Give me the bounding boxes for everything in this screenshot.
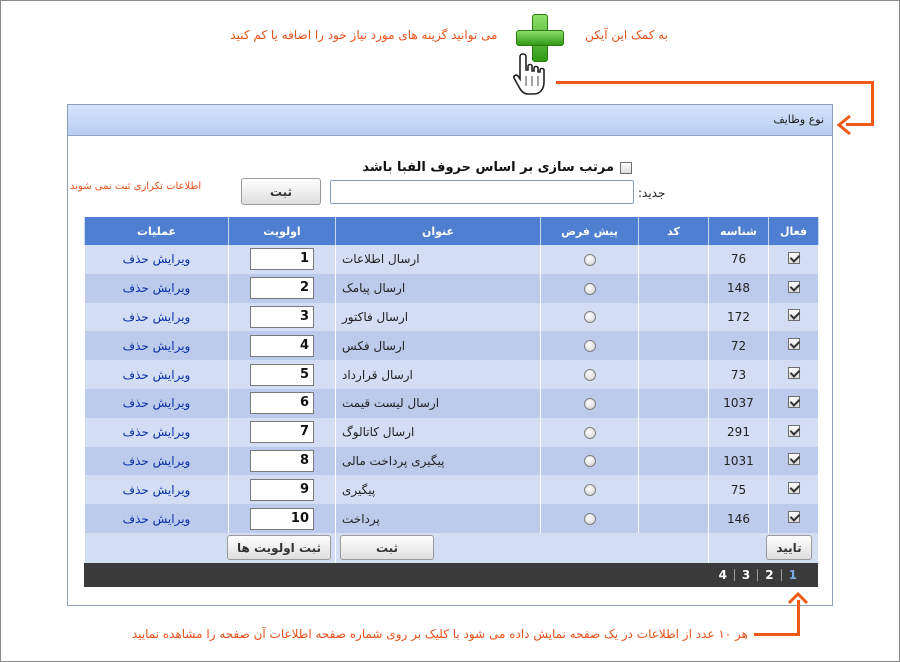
sort-alphabetical-checkbox[interactable] <box>620 162 632 174</box>
cell-title <box>336 331 541 360</box>
cell-title <box>336 475 541 504</box>
delete-link[interactable]: حذف <box>122 511 149 526</box>
add-new-button[interactable]: ثبت <box>241 178 321 205</box>
cell-title <box>336 389 541 418</box>
priority-input[interactable]: 9 <box>250 479 314 501</box>
duplicate-note: اطلاعات تکراری ثبت نمی شوند <box>70 181 202 192</box>
table-row <box>85 475 819 504</box>
delete-link[interactable]: حذف <box>122 482 149 497</box>
default-radio[interactable] <box>584 398 596 410</box>
title-text: ارسال فکس <box>342 338 406 353</box>
delete-link[interactable]: حذف <box>122 281 149 296</box>
delete-link[interactable]: حذف <box>122 309 149 324</box>
edit-link[interactable]: ویرایش <box>152 482 191 497</box>
confirm-button[interactable]: تایید <box>766 535 812 560</box>
cell-priority <box>229 245 336 274</box>
page-link-2[interactable]: 2 <box>757 569 780 581</box>
title-text: پیگیری <box>342 482 376 497</box>
table-row <box>85 418 819 447</box>
table-header-row <box>85 217 819 245</box>
default-radio[interactable] <box>584 455 596 467</box>
sort-alphabetical-label: مرتب سازی بر اساس حروف الفبا باشد <box>362 160 614 175</box>
cell-default <box>541 418 639 447</box>
active-checkbox[interactable] <box>788 453 800 465</box>
page-link-4[interactable]: 4 <box>718 567 727 582</box>
cell-code <box>639 274 709 303</box>
default-radio[interactable] <box>584 369 596 381</box>
cell-code <box>639 447 709 476</box>
cell-operations <box>85 303 229 332</box>
delete-link[interactable]: حذف <box>122 367 149 382</box>
table-row <box>85 274 819 303</box>
table-row <box>85 447 819 476</box>
title-text: ارسال کاتالوگ <box>342 425 415 440</box>
page-link-1[interactable]: 1 <box>781 569 804 581</box>
delete-link[interactable]: حذف <box>122 252 149 267</box>
cell-operations <box>85 475 229 504</box>
default-radio[interactable] <box>584 513 596 525</box>
default-radio[interactable] <box>584 254 596 266</box>
cell-code <box>639 389 709 418</box>
task-types-grid <box>84 217 818 587</box>
cell-id: 146 <box>709 504 769 533</box>
table-row <box>85 331 819 360</box>
active-checkbox[interactable] <box>788 309 800 321</box>
bottom-arrow-vertical <box>797 600 800 636</box>
edit-link[interactable]: ویرایش <box>152 338 191 353</box>
cell-code <box>639 303 709 332</box>
cell-priority <box>229 303 336 332</box>
table-row <box>85 504 819 533</box>
cell-id: 1031 <box>709 447 769 476</box>
priority-input[interactable]: 1 <box>250 248 314 270</box>
cell-default <box>541 475 639 504</box>
priority-input[interactable]: 3 <box>250 306 314 328</box>
priority-input[interactable]: 4 <box>250 335 314 357</box>
cell-id: 72 <box>709 331 769 360</box>
bottom-arrow-horizontal <box>754 633 800 636</box>
cell-priority <box>229 504 336 533</box>
top-annotation-part1: به کمک این آیکن <box>585 28 668 42</box>
header-title[interactable]: عنوان <box>336 217 541 245</box>
table-body <box>85 245 819 533</box>
cell-id: 291 <box>709 418 769 447</box>
title-text: ارسال پیامک <box>342 281 406 296</box>
priority-input[interactable]: 6 <box>250 392 314 414</box>
delete-link[interactable]: حذف <box>122 425 149 440</box>
cell-active <box>769 475 819 504</box>
pager <box>84 563 818 587</box>
header-priority[interactable]: اولویت <box>229 217 336 245</box>
new-item-label: جدید: <box>638 186 666 200</box>
edit-link[interactable]: ویرایش <box>152 281 191 296</box>
cell-active <box>769 389 819 418</box>
table-row <box>85 245 819 274</box>
cell-id: 1037 <box>709 389 769 418</box>
cell-code <box>639 475 709 504</box>
header-code[interactable]: کد <box>639 217 709 245</box>
edit-link[interactable]: ویرایش <box>152 396 191 411</box>
cell-default <box>541 504 639 533</box>
edit-link[interactable]: ویرایش <box>152 511 191 526</box>
cell-id: 172 <box>709 303 769 332</box>
title-text: پیگیری پرداخت مالی <box>342 453 445 468</box>
cell-id: 73 <box>709 360 769 389</box>
cell-priority <box>229 360 336 389</box>
edit-link[interactable]: ویرایش <box>152 453 191 468</box>
cell-default <box>541 389 639 418</box>
cell-operations <box>85 360 229 389</box>
active-checkbox[interactable] <box>788 281 800 293</box>
edit-link[interactable]: ویرایش <box>152 425 191 440</box>
cell-title <box>336 360 541 389</box>
new-item-input[interactable] <box>330 180 634 204</box>
cell-active <box>769 447 819 476</box>
top-arrow-horizontal <box>556 81 874 84</box>
cell-operations <box>85 245 229 274</box>
task-types-table <box>84 217 819 563</box>
cell-priority <box>229 389 336 418</box>
save-default-button[interactable]: ثبت <box>340 535 434 560</box>
title-text: ارسال فاکتور <box>342 309 409 324</box>
cell-title <box>336 303 541 332</box>
arrow-icon <box>787 591 809 605</box>
task-types-panel <box>67 104 833 606</box>
edit-link[interactable]: ویرایش <box>152 367 191 382</box>
header-id[interactable]: شناسه <box>709 217 769 245</box>
cell-title <box>336 447 541 476</box>
cell-active <box>769 245 819 274</box>
sort-row <box>362 160 632 175</box>
delete-link[interactable]: حذف <box>122 396 149 411</box>
cell-code <box>639 360 709 389</box>
table-row <box>85 389 819 418</box>
default-radio[interactable] <box>584 427 596 439</box>
cell-operations <box>85 418 229 447</box>
cell-default <box>541 245 639 274</box>
active-checkbox[interactable] <box>788 338 800 350</box>
title-text: ارسال قرارداد <box>342 367 413 382</box>
cell-active <box>769 331 819 360</box>
cell-title <box>336 274 541 303</box>
default-radio[interactable] <box>584 340 596 352</box>
table-row <box>85 360 819 389</box>
cell-active <box>769 504 819 533</box>
cell-code <box>639 331 709 360</box>
top-annotation-part2: می توانید گزینه های مورد نیاز خود را اضافه یا کم کنید <box>230 28 498 42</box>
delete-link[interactable]: حذف <box>122 338 149 353</box>
page-link-3[interactable]: 3 <box>734 569 757 581</box>
cell-operations <box>85 447 229 476</box>
title-text: ارسال لیست قیمت <box>342 396 440 411</box>
cell-active <box>769 360 819 389</box>
title-text: ارسال اطلاعات <box>342 252 420 267</box>
default-radio[interactable] <box>584 484 596 496</box>
cell-operations <box>85 331 229 360</box>
table-row <box>85 303 819 332</box>
cell-priority <box>229 331 336 360</box>
cell-id: 76 <box>709 245 769 274</box>
cell-title <box>336 245 541 274</box>
cell-priority <box>229 475 336 504</box>
cell-priority <box>229 274 336 303</box>
cell-id: 75 <box>709 475 769 504</box>
cell-code <box>639 418 709 447</box>
cell-default <box>541 447 639 476</box>
priority-input[interactable]: 7 <box>250 421 314 443</box>
arrow-icon <box>836 114 852 136</box>
cell-priority <box>229 418 336 447</box>
active-checkbox[interactable] <box>788 511 800 523</box>
active-checkbox[interactable] <box>788 367 800 379</box>
priority-input[interactable]: 10 <box>250 508 314 530</box>
cell-default <box>541 274 639 303</box>
header-operations[interactable]: عملیات <box>85 217 229 245</box>
cell-default <box>541 331 639 360</box>
default-radio[interactable] <box>584 283 596 295</box>
cell-code <box>639 504 709 533</box>
edit-link[interactable]: ویرایش <box>152 252 191 267</box>
cell-default <box>541 360 639 389</box>
save-priorities-button[interactable]: ثبت اولویت ها <box>227 535 331 560</box>
title-text: پرداخت <box>342 511 380 526</box>
active-checkbox[interactable] <box>788 396 800 408</box>
cell-active <box>769 274 819 303</box>
cell-active <box>769 303 819 332</box>
cell-operations <box>85 389 229 418</box>
cell-operations <box>85 504 229 533</box>
cell-default <box>541 303 639 332</box>
default-radio[interactable] <box>584 311 596 323</box>
cell-active <box>769 418 819 447</box>
active-checkbox[interactable] <box>788 482 800 494</box>
top-annotation <box>230 28 668 42</box>
header-default[interactable]: پیش فرض <box>541 217 639 245</box>
cell-priority <box>229 447 336 476</box>
bottom-annotation: هر ۱۰ عدد از اطلاعات در یک صفحه نمایش داده می شود با کلیک بر روی شماره صفحه اطلاعات آن صفحه را مشاهده نمایید <box>131 627 748 641</box>
panel-title: نوع وظایف <box>68 105 832 136</box>
priority-input[interactable]: 5 <box>250 364 314 386</box>
cell-title <box>336 504 541 533</box>
priority-input[interactable]: 8 <box>250 450 314 472</box>
header-active[interactable]: فعال <box>769 217 819 245</box>
top-arrow-vertical <box>871 81 874 126</box>
active-checkbox[interactable] <box>788 425 800 437</box>
cell-id: 148 <box>709 274 769 303</box>
active-checkbox[interactable] <box>788 252 800 264</box>
table-actions-row <box>85 533 819 563</box>
delete-link[interactable]: حذف <box>122 453 149 468</box>
cell-operations <box>85 274 229 303</box>
edit-link[interactable]: ویرایش <box>152 309 191 324</box>
hand-cursor-icon <box>512 52 550 98</box>
cell-code <box>639 245 709 274</box>
cell-title <box>336 418 541 447</box>
priority-input[interactable]: 2 <box>250 277 314 299</box>
